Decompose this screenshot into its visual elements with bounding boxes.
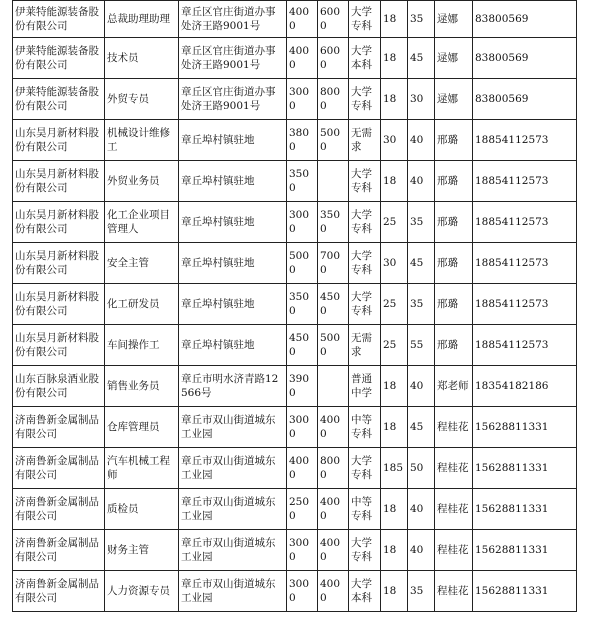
address-cell: 章丘区官庄街道办事处济王路9001号 [179,38,287,79]
age-min-cell: 18 [381,161,408,202]
age-max-cell: 45 [408,243,435,284]
table-row [13,79,577,120]
age-min-cell: 18 [381,489,408,530]
contact-cell: 逯娜 [435,1,473,38]
address-cell: 章丘埠村镇驻地 [179,202,287,243]
position-cell: 仓库管理员 [105,407,179,448]
table-row [13,284,577,325]
salary-min-cell: 4000 [287,448,318,489]
salary-min-cell: 3900 [287,366,318,407]
jobs-table [12,0,577,612]
address-cell: 章丘埠村镇驻地 [179,120,287,161]
address-cell: 章丘埠村镇驻地 [179,325,287,366]
age-max-cell: 30 [408,79,435,120]
table-row [13,530,577,571]
table-row [13,366,577,407]
salary-max-cell: 4500 [318,284,349,325]
company-cell: 济南鲁新金属制品有限公司 [13,448,105,489]
phone-cell: 18854112573 [473,161,577,202]
age-max-cell: 40 [408,161,435,202]
contact-cell: 郑老师 [435,366,473,407]
address-cell: 章丘市明水济青路12566号 [179,366,287,407]
phone-cell: 83800569 [473,1,577,38]
company-cell: 山东昊月新材料股份有限公司 [13,161,105,202]
salary-max-cell [318,366,349,407]
contact-cell: 程桂花 [435,407,473,448]
education-cell: 中等专科 [349,489,381,530]
age-max-cell: 35 [408,202,435,243]
education-cell: 大学专科 [349,243,381,284]
phone-cell: 18854112573 [473,284,577,325]
position-cell: 安全主管 [105,243,179,284]
contact-cell: 邢璐 [435,161,473,202]
salary-max-cell: 8000 [318,448,349,489]
age-min-cell: 25 [381,284,408,325]
contact-cell: 逯娜 [435,79,473,120]
phone-cell: 18354182186 [473,366,577,407]
education-cell: 大学专科 [349,79,381,120]
table-body [13,1,577,612]
age-max-cell: 40 [408,489,435,530]
address-cell: 章丘市双山街道城东工业园 [179,407,287,448]
company-cell: 济南鲁新金属制品有限公司 [13,530,105,571]
salary-max-cell: 6000 [318,38,349,79]
salary-max-cell: 5000 [318,120,349,161]
company-cell: 伊莱特能源装备股份有限公司 [13,79,105,120]
salary-min-cell: 3500 [287,161,318,202]
salary-max-cell [318,161,349,202]
salary-max-cell: 4000 [318,407,349,448]
salary-min-cell: 4500 [287,325,318,366]
phone-cell: 18854112573 [473,202,577,243]
company-cell: 山东昊月新材料股份有限公司 [13,284,105,325]
address-cell: 章丘市双山街道城东工业园 [179,571,287,612]
phone-cell: 18854112573 [473,325,577,366]
age-min-cell: 18 [381,571,408,612]
age-min-cell: 25 [381,202,408,243]
age-max-cell: 55 [408,325,435,366]
salary-max-cell: 6000 [318,1,349,38]
age-max-cell: 35 [408,1,435,38]
company-cell: 伊莱特能源装备股份有限公司 [13,1,105,38]
company-cell: 济南鲁新金属制品有限公司 [13,489,105,530]
age-max-cell: 35 [408,571,435,612]
position-cell: 质检员 [105,489,179,530]
phone-cell: 18854112573 [473,243,577,284]
education-cell: 无需求 [349,325,381,366]
education-cell: 大学专科 [349,202,381,243]
company-cell: 山东昊月新材料股份有限公司 [13,120,105,161]
age-max-cell: 45 [408,38,435,79]
age-min-cell: 30 [381,243,408,284]
salary-min-cell: 3000 [287,79,318,120]
phone-cell: 15628811331 [473,571,577,612]
education-cell: 无需求 [349,120,381,161]
age-max-cell: 40 [408,530,435,571]
salary-max-cell: 4000 [318,571,349,612]
age-max-cell: 35 [408,284,435,325]
salary-min-cell: 3000 [287,530,318,571]
salary-min-cell: 2500 [287,489,318,530]
education-cell: 大学专科 [349,1,381,38]
address-cell: 章丘区官庄街道办事处济王路9001号 [179,79,287,120]
address-cell: 章丘市双山街道城东工业园 [179,530,287,571]
contact-cell: 邢璐 [435,243,473,284]
age-min-cell: 25 [381,325,408,366]
position-cell: 外贸专员 [105,79,179,120]
position-cell: 机械设计维修工 [105,120,179,161]
salary-min-cell: 3000 [287,407,318,448]
age-min-cell: 18 [381,38,408,79]
age-min-cell: 18 [381,530,408,571]
age-max-cell: 40 [408,366,435,407]
address-cell: 章丘埠村镇驻地 [179,161,287,202]
age-min-cell: 185 [381,448,408,489]
education-cell: 中等专科 [349,407,381,448]
table-row [13,407,577,448]
contact-cell: 逯娜 [435,38,473,79]
phone-cell: 83800569 [473,79,577,120]
education-cell: 大学专科 [349,161,381,202]
position-cell: 汽车机械工程师 [105,448,179,489]
education-cell: 大学专科 [349,448,381,489]
age-min-cell: 18 [381,1,408,38]
table-row [13,1,577,38]
salary-min-cell: 3000 [287,571,318,612]
salary-min-cell: 4000 [287,38,318,79]
position-cell: 技术员 [105,38,179,79]
contact-cell: 邢璐 [435,325,473,366]
salary-min-cell: 5000 [287,243,318,284]
age-min-cell: 30 [381,120,408,161]
address-cell: 章丘市双山街道城东工业园 [179,489,287,530]
education-cell: 大学本科 [349,571,381,612]
phone-cell: 15628811331 [473,407,577,448]
company-cell: 山东昊月新材料股份有限公司 [13,325,105,366]
table-row [13,202,577,243]
address-cell: 章丘市双山街道城东工业园 [179,448,287,489]
age-max-cell: 45 [408,407,435,448]
age-min-cell: 18 [381,366,408,407]
age-max-cell: 50 [408,448,435,489]
contact-cell: 邢璐 [435,120,473,161]
phone-cell: 15628811331 [473,448,577,489]
table-row [13,161,577,202]
contact-cell: 程桂花 [435,448,473,489]
company-cell: 山东昊月新材料股份有限公司 [13,202,105,243]
salary-max-cell: 4000 [318,489,349,530]
address-cell: 章丘埠村镇驻地 [179,243,287,284]
salary-min-cell: 3000 [287,202,318,243]
table-row [13,571,577,612]
table-row [13,243,577,284]
salary-min-cell: 4000 [287,1,318,38]
position-cell: 财务主管 [105,530,179,571]
education-cell: 大学专科 [349,530,381,571]
phone-cell: 83800569 [473,38,577,79]
company-cell: 济南鲁新金属制品有限公司 [13,407,105,448]
education-cell: 大学本科 [349,38,381,79]
salary-max-cell: 3500 [318,202,349,243]
position-cell: 外贸业务员 [105,161,179,202]
contact-cell: 程桂花 [435,489,473,530]
age-min-cell: 18 [381,79,408,120]
position-cell: 总裁助理助理 [105,1,179,38]
phone-cell: 18854112573 [473,120,577,161]
table-row [13,325,577,366]
salary-max-cell: 8000 [318,79,349,120]
company-cell: 山东百脉泉酒业股份有限公司 [13,366,105,407]
position-cell: 化工企业项目管理人 [105,202,179,243]
salary-max-cell: 7000 [318,243,349,284]
company-cell: 济南鲁新金属制品有限公司 [13,571,105,612]
contact-cell: 程桂花 [435,571,473,612]
contact-cell: 邢璐 [435,202,473,243]
position-cell: 销售业务员 [105,366,179,407]
age-min-cell: 18 [381,407,408,448]
age-max-cell: 40 [408,120,435,161]
contact-cell: 邢璐 [435,284,473,325]
table-row [13,448,577,489]
salary-max-cell: 4000 [318,530,349,571]
address-cell: 章丘区官庄街道办事处济王路9001号 [179,1,287,38]
phone-cell: 15628811331 [473,489,577,530]
salary-max-cell: 5000 [318,325,349,366]
phone-cell: 15628811331 [473,530,577,571]
table-row [13,38,577,79]
address-cell: 章丘埠村镇驻地 [179,284,287,325]
education-cell: 大学专科 [349,284,381,325]
position-cell: 车间操作工 [105,325,179,366]
jobs-table-container [12,0,577,612]
contact-cell: 程桂花 [435,530,473,571]
company-cell: 山东昊月新材料股份有限公司 [13,243,105,284]
education-cell: 普通中学 [349,366,381,407]
salary-min-cell: 3800 [287,120,318,161]
table-row [13,120,577,161]
position-cell: 人力资源专员 [105,571,179,612]
table-row [13,489,577,530]
company-cell: 伊莱特能源装备股份有限公司 [13,38,105,79]
position-cell: 化工研发员 [105,284,179,325]
salary-min-cell: 3500 [287,284,318,325]
